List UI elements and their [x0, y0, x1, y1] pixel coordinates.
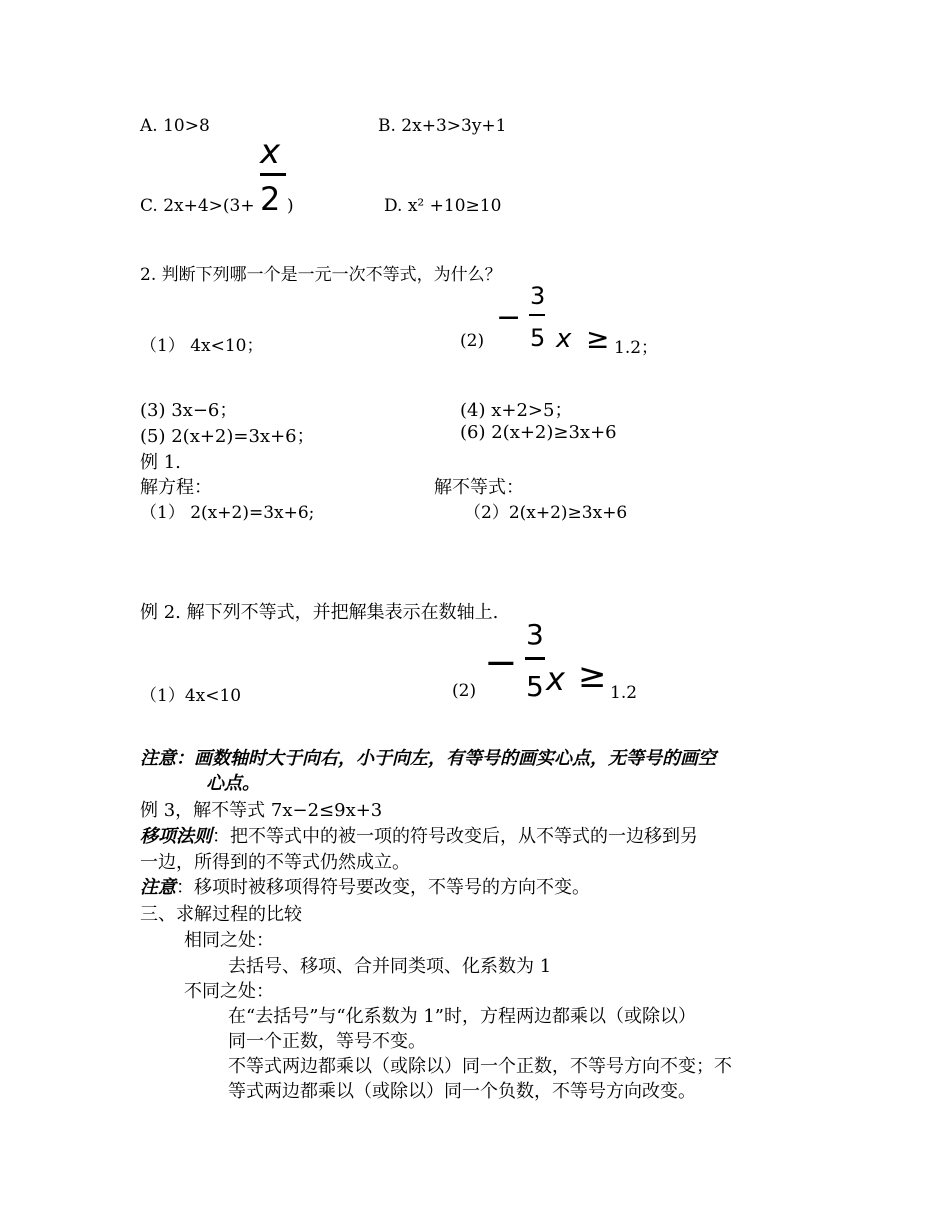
example-2-title: 例 2. 解下列不等式，并把解集表示在数轴上.	[140, 602, 499, 623]
q2-item-2-label: (2)	[460, 331, 485, 351]
rule-label: 移项法则	[140, 826, 212, 847]
example-1-title: 例 1.	[140, 452, 181, 473]
example-1-right-heading: 解不等式：	[434, 477, 524, 498]
example-2-item-2-label: (2)	[452, 681, 477, 701]
q2-item-1: （1） 4x<10；	[140, 336, 264, 356]
example-1-right-item: （2）2(x+2)≥3x+6	[464, 503, 628, 523]
rule-line-2: 一边，所得到的不等式仍然成立。	[140, 852, 410, 873]
fraction-denominator: 5	[526, 670, 544, 703]
note-line-1: 注意：画数轴时大于向右，小于向左，有等号的画实心点，无等号的画空	[140, 748, 716, 769]
diff-paragraph-1-line-2: 同一个正数，等号不变。	[228, 1031, 426, 1052]
example-1-left-heading: 解方程：	[140, 477, 212, 498]
diff-paragraph-1-line-1: 在“去括号”与“化系数为 1”时，方程两边都乘以（或除以）	[228, 1006, 696, 1027]
note-2-colon: ：	[176, 877, 194, 898]
rule-colon: ：	[212, 826, 230, 847]
same-text: 去括号、移项、合并同类项、化系数为 1	[228, 956, 552, 977]
q2-item-3: (3) 3x−6；	[140, 400, 238, 421]
fraction-bar	[529, 314, 545, 316]
example-2-item-2-tail: 1.2	[610, 683, 638, 703]
section-3-title: 三、求解过程的比较	[140, 904, 302, 925]
note-2-text: 移项时被移项得符号要改变，不等号的方向不变。	[194, 877, 590, 898]
example-2-item-1: （1）4x<10	[140, 686, 242, 706]
q2-item-6: (6) 2(x+2)≥3x+6	[460, 422, 617, 443]
option-a: A. 10>8	[140, 116, 210, 136]
note-2-label: 注意	[140, 877, 176, 898]
note-2	[140, 873, 590, 899]
geq-sign: ≥	[578, 656, 607, 696]
variable-x: x	[546, 660, 565, 698]
diff-paragraph-2-line-1: 不等式两边都乘以（或除以）同一个正数，不等号方向不变；不	[228, 1056, 732, 1077]
q2-item-2-tail: 1.2；	[614, 338, 659, 358]
fraction-bar	[525, 657, 545, 660]
geq-sign: ≥	[586, 322, 610, 355]
diff-paragraph-2-line-2: 等式两边都乘以（或除以）同一个负数，不等号方向改变。	[228, 1081, 696, 1102]
fraction-denominator: 2	[260, 180, 281, 218]
option-c-prefix: C. 2x+4>(3+	[140, 196, 255, 216]
option-b: B. 2x+3>3y+1	[378, 116, 507, 136]
same-heading: 相同之处：	[184, 930, 274, 951]
note-line-2: 心点。	[206, 773, 260, 794]
option-d: D. x² +10≥10	[384, 196, 502, 216]
example-1-left-item: （1） 2(x+2)=3x+6;	[140, 503, 315, 523]
fraction-denominator: 5	[530, 324, 546, 352]
q2-item-4: (4) x+2>5；	[460, 400, 573, 421]
minus-sign: −	[496, 300, 522, 335]
rule-line-1	[140, 822, 698, 848]
q2-item-5: (5) 2(x+2)=3x+6；	[140, 426, 315, 447]
fraction-numerator: x	[260, 132, 281, 172]
fraction-bar	[260, 173, 286, 176]
question-2-title: 2. 判断下列哪一个是一元一次不等式，为什么？	[140, 265, 502, 285]
fraction-numerator: 3	[526, 618, 544, 651]
option-c-suffix: )	[287, 196, 294, 216]
rule-text-1: 把不等式中的被一项的符号改变后，从不等式的一边移到另	[230, 826, 698, 847]
diff-heading: 不同之处：	[184, 981, 274, 1002]
example-3-title: 例 3，解不等式 7x−2≤9x+3	[140, 800, 383, 821]
variable-x: x	[556, 324, 572, 354]
fraction-numerator: 3	[530, 282, 546, 310]
minus-sign: −	[484, 640, 518, 686]
